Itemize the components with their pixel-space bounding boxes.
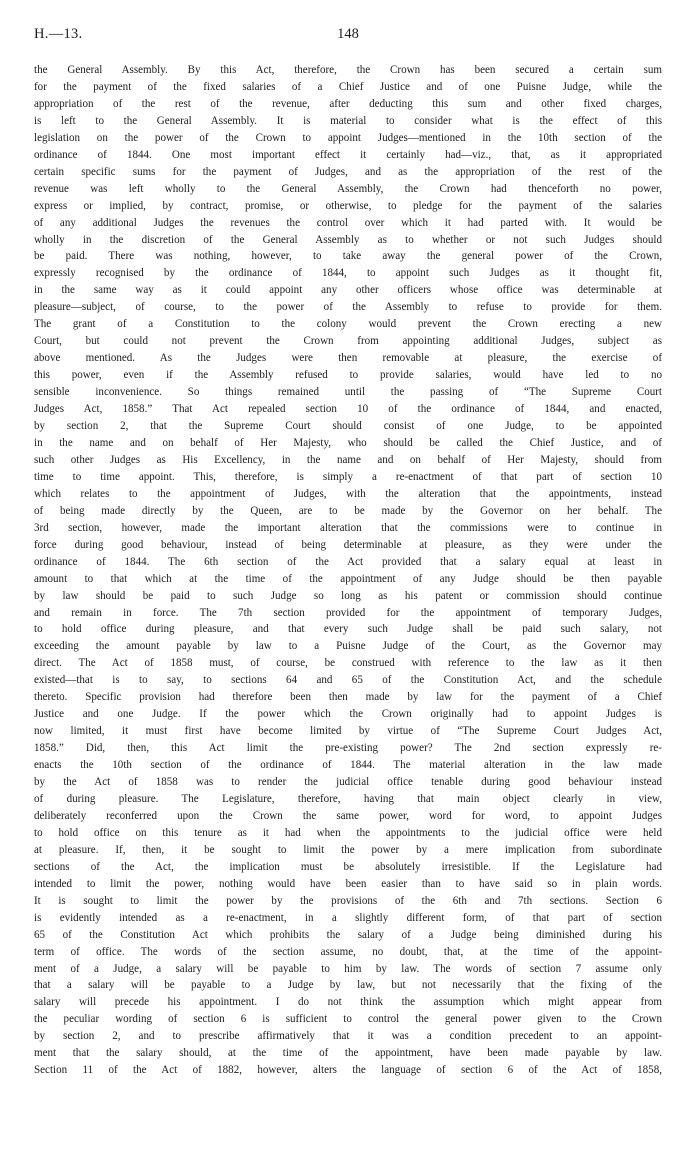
text-line: of being made directly by the Queen, are to be made by the Governor on her behalf. The bbox=[34, 504, 662, 517]
text-line: in the same way as it could appoint any other officers whose office was determinable at bbox=[34, 284, 662, 297]
text-line: exceeding the amount payable by law to a Puisne Judge of the Court, as the Governor may bbox=[34, 640, 662, 653]
page-header bbox=[34, 22, 662, 62]
text-line: salary will precede his appointment. I do not think the assumption which might appear from bbox=[34, 996, 662, 1009]
text-line: for the payment of the fixed salaries of a Chief Justice and of one Puisne Judge, while the bbox=[34, 80, 662, 93]
text-line: by law should be paid to such Judge so long as his patent or commission should continue bbox=[34, 589, 662, 602]
text-line: and remain in force. The 7th section provided for the appointment of temporary Judges, bbox=[34, 606, 662, 619]
text-line: The grant of a Constitution to the colony would prevent the Crown erecting a new bbox=[34, 318, 662, 331]
text-line: intended to limit the power, nothing would have been easier than to have said so in plain words. bbox=[34, 877, 662, 890]
text-line: is left to the General Assembly. It is material to consider what is the effect of this bbox=[34, 114, 662, 127]
text-line: to hold office on this tenure as it had when the appointments to the judicial office were held bbox=[34, 826, 662, 839]
text-line: amount to that which at the time of the appointment of any Judge should be then payable bbox=[34, 572, 662, 585]
text-line: sensible inconvenience. So things remained until the passing of “The Supreme Court bbox=[34, 386, 662, 399]
text-line: at pleasure. If, then, it be sought to limit the power by a mere implication from subordinate bbox=[34, 843, 662, 856]
text-line: deliberately reconferred upon the Crown the same power, word for word, to appoint Judges bbox=[34, 809, 662, 822]
text-line: ment that the salary should, at the time of the appointment, have been made payable by law. bbox=[34, 1047, 662, 1060]
text-line: that a salary will be payable to a Judge by law, but not necessarily that the fixing of the bbox=[34, 979, 662, 992]
text-line: such other Judges as His Excellency, in the name and on behalf of Her Majesty, should from bbox=[34, 453, 662, 466]
document-reference: H.—13. bbox=[34, 26, 83, 42]
text-line: wholly in the discretion of the General Assembly as to whether or not such Judges should bbox=[34, 233, 662, 246]
text-line: ment of a Judge, a salary will be payable to him by law. The words of section 7 assume only bbox=[34, 962, 662, 975]
text-line: thereto. Specific provision had therefore been then made by law for the payment of a Chief bbox=[34, 691, 662, 704]
text-line: Justice and one Judge. If the power which the Crown originally had to appoint Judges is bbox=[34, 708, 662, 721]
text-line: time to time appoint. This, therefore, is simply a re-enactment of that part of section 10 bbox=[34, 470, 662, 483]
text-line: force during good behaviour, instead of being determinable at pleasure, as they were under the bbox=[34, 538, 662, 551]
text-line: It is sought to limit the power by the provisions of the 6th and 7th sections. Section 6 bbox=[34, 894, 662, 907]
text-line: of during pleasure. The Legislature, therefore, having that main object clearly in view, bbox=[34, 792, 662, 805]
text-line: of any additional Judges the revenues the control over which it had parted with. It would be bbox=[34, 216, 662, 229]
text-line: to hold office during pleasure, and that every such Judge shall be paid such salary, not bbox=[34, 623, 662, 636]
text-line: revenue was left wholly to the General Assembly, the Crown had thenceforth no power, bbox=[34, 182, 662, 195]
text-line: ordinance of 1844. One most important effect it certainly had—viz., that, as it appropriated bbox=[34, 148, 662, 161]
text-line: Section 11 of the Act of 1882, however, alters the language of section 6 of the Act of 1858, bbox=[34, 1064, 662, 1077]
text-line: this power, even if the Assembly refused to provide salaries, would have led to no bbox=[34, 369, 662, 382]
text-line: be paid. There was nothing, however, to take away the general power of the Crown, bbox=[34, 250, 662, 263]
text-line: Court, but could not prevent the Crown from appointing additional Judges, subject as bbox=[34, 335, 662, 348]
body-paragraph bbox=[34, 62, 662, 1079]
text-line: expressly recognised by the ordinance of 1844, to appoint such Judges as it thought fit, bbox=[34, 267, 662, 280]
text-line: by section 2, that the Supreme Court should consist of one Judge, to be appointed bbox=[34, 420, 662, 433]
text-line: is evidently intended as a re-enactment, in a slightly different form, of that part of section bbox=[34, 911, 662, 924]
text-line: Judges Act, 1858.” That Act repealed section 10 of the ordinance of 1844, and enacted, bbox=[34, 403, 662, 416]
text-line: express or implied, by contract, promise, or otherwise, to pledge for the payment of the salaries bbox=[34, 199, 662, 212]
text-line: now limited, it must first have become limited by virtue of “The Supreme Court Judges Act, bbox=[34, 725, 662, 738]
text-line: 1858.” Did, then, this Act limit the pre-existing power? The 2nd section expressly re- bbox=[34, 742, 662, 755]
page-number: 148 bbox=[337, 26, 359, 42]
text-line: the General Assembly. By this Act, therefore, the Crown has been secured a certain sum bbox=[34, 64, 662, 76]
text-line: pleasure—subject, of course, to the power of the Assembly to refuse to provide for them. bbox=[34, 301, 662, 314]
text-line: by section 2, and to prescribe affirmatively that it was a condition precedent to an appoint- bbox=[34, 1030, 662, 1043]
text-line: 3rd section, however, made the important alteration that the commissions were to continue in bbox=[34, 521, 662, 534]
text-line: direct. The Act of 1858 must, of course, be construed with reference to the law as it then bbox=[34, 657, 662, 670]
text-line: enacts the 10th section of the ordinance of 1844. The material alteration in the law made bbox=[34, 759, 662, 772]
text-line: sections of the Act, the implication must be absolutely irresistible. If the Legislature had bbox=[34, 860, 662, 873]
text-line: term of office. The words of the section assume, no doubt, that, at the time of the appoint- bbox=[34, 945, 662, 958]
text-line: existed—that is to say, to sections 64 and 65 of the Constitution Act, and the schedule bbox=[34, 674, 662, 687]
text-line: appropriation of the rest of the revenue, after deducting this sum and other fixed charges, bbox=[34, 97, 662, 110]
text-line: 65 of the Constitution Act which prohibits the salary of a Judge being diminished during his bbox=[34, 928, 662, 941]
text-line: in the name and on behalf of Her Majesty, who should be called the Chief Justice, and of bbox=[34, 436, 662, 449]
text-line: ordinance of 1844. The 6th section of the Act provided that a salary equal at least in bbox=[34, 555, 662, 568]
text-line: the peculiar wording of section 6 is sufficient to control the general power given to the Crown bbox=[34, 1013, 662, 1026]
text-line: by the Act of 1858 was to render the judicial office tenable during good behaviour instead bbox=[34, 776, 662, 789]
text-line: above mentioned. As the Judges were then removable at pleasure, the exercise of bbox=[34, 352, 662, 365]
text-line: legislation on the power of the Crown to appoint Judges—mentioned in the 10th section of the bbox=[34, 131, 662, 144]
text-line: which relates to the appointment of Judges, with the alteration that the appointments, instead bbox=[34, 487, 662, 500]
text-line: certain specific sums for the payment of Judges, and as the appropriation of the rest of the bbox=[34, 165, 662, 178]
